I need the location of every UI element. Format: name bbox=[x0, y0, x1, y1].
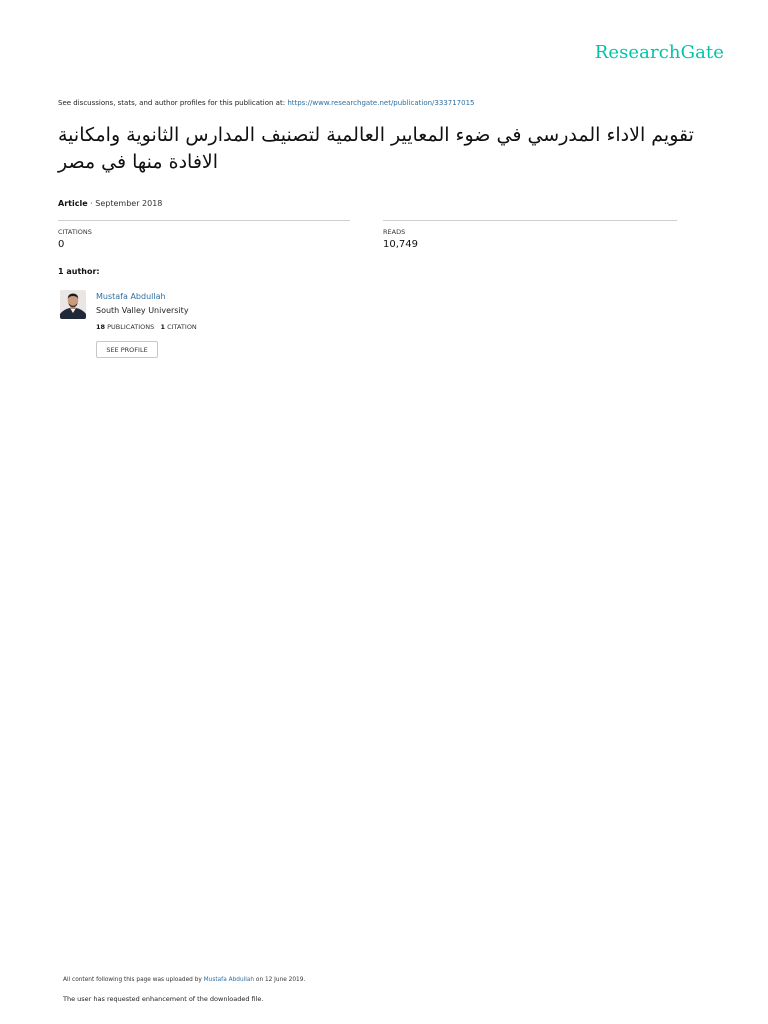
enhancement-note: The user has requested enhancement of the downloaded file. bbox=[63, 995, 264, 1003]
reads-count: 10,749 bbox=[383, 239, 418, 250]
publication-link[interactable]: https://www.researchgate.net/publication/333717015 bbox=[287, 99, 475, 107]
citations-divider bbox=[58, 220, 350, 221]
reads-divider bbox=[383, 220, 677, 221]
reads-label: READS bbox=[383, 228, 406, 236]
authors-heading: 1 author: bbox=[58, 267, 100, 276]
author-publications-label: PUBLICATIONS bbox=[105, 323, 155, 331]
publication-meta bbox=[58, 199, 162, 208]
citations-label: CITATIONS bbox=[58, 228, 92, 236]
upload-prefix: All content following this page was uploaded by bbox=[63, 977, 204, 983]
see-profile-button[interactable]: SEE PROFILE bbox=[96, 341, 158, 358]
meta-separator: · bbox=[87, 199, 96, 208]
author-stats bbox=[96, 323, 197, 331]
author-publications-count: 18 bbox=[96, 323, 106, 331]
avatar[interactable] bbox=[60, 290, 86, 319]
author-name-link[interactable]: Mustafa Abdullah bbox=[96, 292, 166, 301]
upload-note bbox=[63, 977, 305, 983]
discussion-prefix: See discussions, stats, and author profiles for this publication at: bbox=[58, 99, 288, 107]
publication-type: Article bbox=[58, 199, 88, 208]
author-citations-label: CITATION bbox=[165, 323, 197, 331]
publication-title: تقويم الاداء المدرسي في ضوء المعايير العالمية لتصنيف المدارس الثانوية وامكانية الافادة منها في مصر bbox=[58, 124, 694, 173]
upload-suffix: on 12 June 2019. bbox=[254, 977, 306, 983]
author-citations-count: 1 bbox=[160, 323, 165, 331]
researchgate-logo[interactable]: ResearchGate bbox=[594, 42, 724, 63]
uploader-link[interactable]: Mustafa Abdullah bbox=[203, 977, 255, 983]
citations-count: 0 bbox=[58, 239, 65, 250]
author-institution: South Valley University bbox=[96, 306, 189, 315]
author-photo bbox=[60, 290, 86, 319]
discussion-note bbox=[58, 99, 475, 107]
publication-date: September 2018 bbox=[95, 199, 163, 208]
